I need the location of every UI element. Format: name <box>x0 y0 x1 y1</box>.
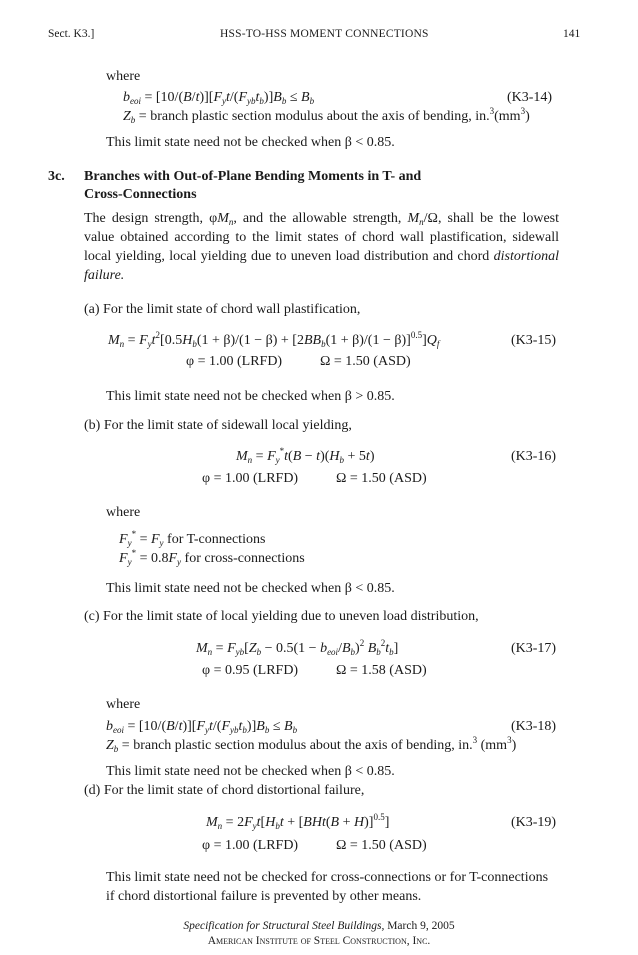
zb-definition: $Z_b$ = branch plastic section modulus about the axis of bending, $in.^3(mm^3)$ <box>123 106 530 125</box>
final-note-line1: This limit state need not be checked for cross-connections or for T-connections <box>106 870 549 885</box>
equation-number: (K3-15) <box>511 333 557 348</box>
omega-value: Ω = 1.50 (ASD) <box>336 471 427 486</box>
intro-text-italic: distortional failure. <box>84 249 560 283</box>
item-c-heading: (c) For the limit state of local yielding due to uneven load distribution, <box>84 609 479 624</box>
limit-note: This limit state need not be checked when β < 0.85. <box>106 581 395 596</box>
section-title-line2: Cross-Connections <box>84 187 197 202</box>
equation-number: (K3-19) <box>511 815 557 830</box>
omega-value: Ω = 1.50 (ASD) <box>336 838 427 853</box>
omega-value: Ω = 1.50 (ASD) <box>320 354 411 369</box>
equation-k3-16: $M_n = F_y^*t(B - t)(H_b + 5t)$ <box>236 446 375 465</box>
limit-note: This limit state need not be checked when β < 0.85. <box>106 135 395 150</box>
equation-k3-15: $M_n = F_yt^2[0.5H_b(1 + \beta)/(1 - \beta) + [2BB_b(1 + \beta)/(1 - \beta)]^{0.5}]Q_f$ <box>108 330 440 349</box>
intro-text-3: , shall be the lowest value obtained according to the limit states of chord wall plastification, sidewall local yielding, local yielding due to uneven load distribution and chord <box>84 211 560 264</box>
footer-publisher: American Institute of Steel Construction, Inc. <box>207 935 431 947</box>
footer-date: March 9, 2005 <box>387 920 455 932</box>
where-label: where <box>106 697 141 712</box>
phi-value: φ = 0.95 (LRFD) <box>202 663 299 678</box>
equation-number: (K3-14) <box>507 90 553 105</box>
footer-spec-title: Specification for Structural Steel Buildings, <box>183 920 385 932</box>
fy-star-note: for cross-connections <box>184 551 305 566</box>
section-title-line1: Branches with Out-of-Plane Bending Moments in T- and <box>84 169 422 184</box>
header-section: Sect. K3.] <box>48 28 95 40</box>
zb-definition-text: = branch plastic section modulus about the axis of bending, in. <box>121 738 473 753</box>
equation-number: (K3-16) <box>511 449 557 464</box>
item-d-heading: (d) For the limit state of chord distortional failure, <box>84 783 365 798</box>
fy-star-t-connections: $F_y^* = F_y$ for T-connections <box>119 529 266 548</box>
equation-k3-17: $M_n = F_{yb}[Z_b - 0.5(1 - b_{eoi}/B_b)^2$ $B_b^2t_b$] <box>196 638 399 657</box>
item-a-heading: (a) For the limit state of chord wall plastification, <box>84 302 361 317</box>
where-label: where <box>106 505 141 520</box>
equation-k3-14: $b_{eoi} = [10/(B/t)][F_yt/(F_{yb}t_b)]B_b \le B_b$ <box>123 90 315 106</box>
intro-paragraph: The design strength, $\varphi M_n$, and the allowable strength, $M_n/\Omega$, shall be the lowest value obtained according to the limit states of chord wall plastification, sidewall local yielding, local yielding due to uneven load distribution and chord distortional failure. <box>84 211 560 283</box>
intro-text-2: , and the allowable strength, <box>233 211 402 226</box>
fy-star-note: for T-connections <box>167 532 266 547</box>
limit-note: This limit state need not be checked when β < 0.85. <box>106 764 395 779</box>
zb-definition: $Z_b$ = branch plastic section modulus about the axis of bending, in.$^3$ $(mm^3)$ <box>106 735 517 754</box>
fy-star-cross-connections: $F_y^* = 0.8F_y$ for cross-connections <box>119 548 305 567</box>
intro-text-1: The design strength, <box>84 211 204 226</box>
phi-value: φ = 1.00 (LRFD) <box>202 471 299 486</box>
equation-k3-19: $M_n = 2F_yt[H_bt + [BHt(B + H)]^{0.5}]$ <box>206 812 390 831</box>
header-page-number: 141 <box>563 28 581 40</box>
final-note-line2: if chord distortional failure is prevented by other means. <box>106 889 422 904</box>
equation-number: (K3-17) <box>511 641 557 656</box>
item-b-heading: (b) For the limit state of sidewall local yielding, <box>84 418 352 433</box>
zb-definition-text: = branch plastic section modulus about the axis of bending, in. <box>138 109 490 124</box>
section-number: 3c. <box>48 169 65 184</box>
equation-number: (K3-18) <box>511 719 557 734</box>
header-title: HSS-TO-HSS MOMENT CONNECTIONS <box>220 28 429 40</box>
where-label: where <box>106 69 141 84</box>
phi-value: φ = 1.00 (LRFD) <box>202 838 299 853</box>
omega-value: Ω = 1.58 (ASD) <box>336 663 427 678</box>
equation-k3-18: $b_{eoi} = [10/(B/t)][F_yt/(F_{yb}t_b)]B_b \le B_b$ <box>106 719 298 735</box>
footer-line1 <box>0 920 638 932</box>
phi-value: φ = 1.00 (LRFD) <box>186 354 283 369</box>
limit-note: This limit state need not be checked when β > 0.85. <box>106 389 395 404</box>
